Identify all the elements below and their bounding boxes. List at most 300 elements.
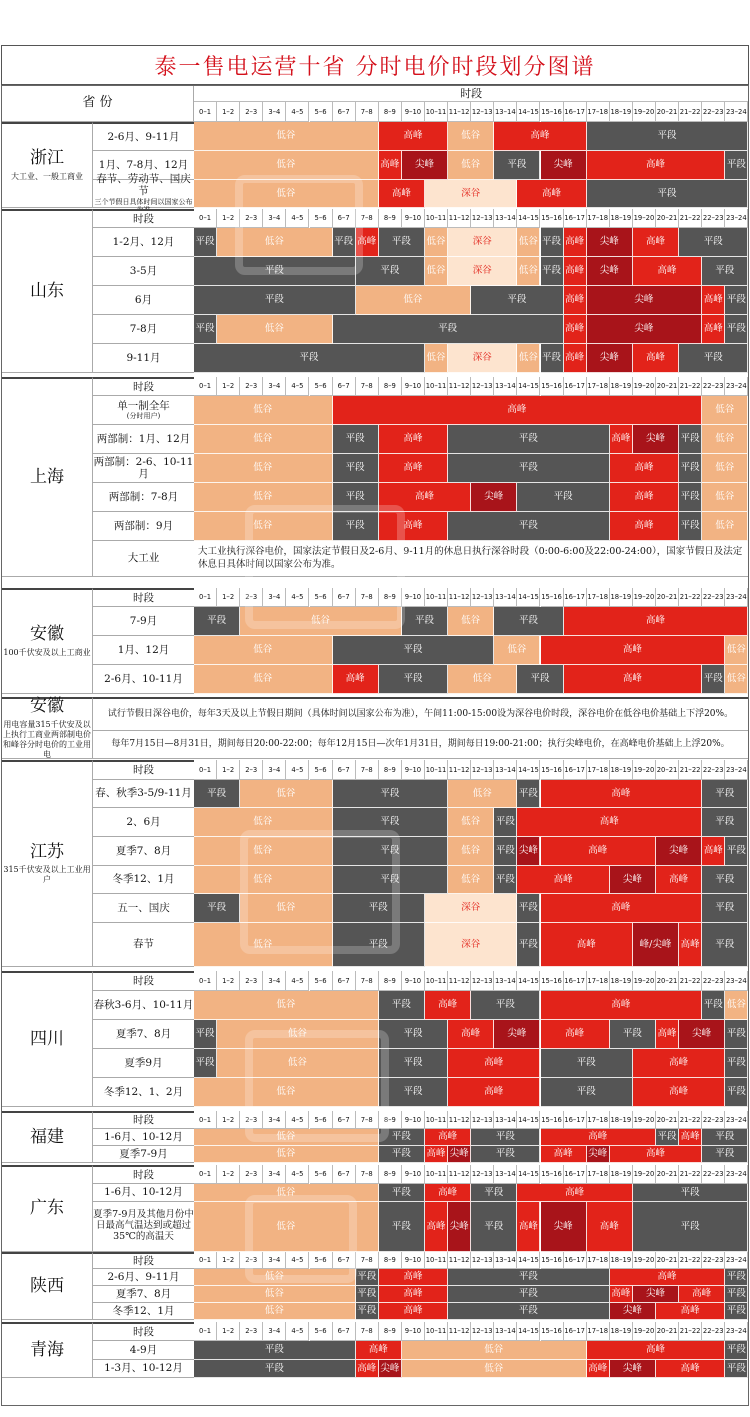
p1-hour-15: 15–16 (541, 209, 564, 228)
p10-hour-2: 2–3 (240, 1322, 263, 1341)
p3-hour-13: 13–14 (494, 588, 517, 607)
segment-平段: 平段 (679, 228, 748, 257)
segment-高峰: 高峰 (541, 1146, 587, 1163)
row-label (93, 396, 195, 425)
province-8 (1, 1165, 93, 1252)
segment-平段: 平段 (194, 1020, 217, 1049)
p5-hour-10: 10–11 (425, 760, 448, 780)
segment-平段: 平段 (725, 1341, 748, 1360)
segment-尖峰: 尖峰 (633, 1286, 679, 1303)
segment-低谷: 低谷 (448, 780, 517, 808)
p2-hour-11: 11–12 (448, 377, 471, 396)
row-label (93, 1184, 195, 1202)
p3-hour-2: 2–3 (240, 588, 263, 607)
segment-平段: 平段 (725, 1049, 748, 1078)
segment-高峰: 高峰 (564, 257, 587, 286)
p5-hour-17: 17–18 (587, 760, 610, 780)
p9-hour-0: 0–1 (194, 1252, 217, 1269)
p8-hour-14: 14–15 (517, 1165, 540, 1184)
p3-hour-10: 10–11 (425, 588, 448, 607)
segment-深谷: 深谷 (425, 180, 517, 208)
p1-hour-19: 19–20 (633, 209, 656, 228)
segment-低谷: 低谷 (194, 1269, 356, 1286)
p1-hour-17: 17–18 (587, 209, 610, 228)
p8-hour-8: 8–9 (379, 1165, 402, 1184)
top-hour-4: 4–5 (286, 102, 309, 122)
p3-hour-7: 7–8 (356, 588, 379, 607)
segment-平段: 平段 (333, 837, 449, 866)
segment-高峰: 高峰 (425, 1184, 471, 1202)
row-label-text: 2-6月、9-11月 (107, 130, 180, 143)
segment-平段: 平段 (194, 1341, 356, 1360)
segment-低谷: 低谷 (194, 636, 333, 665)
segment-平段: 平段 (725, 1020, 748, 1049)
segment-平段: 平段 (541, 344, 564, 373)
p2-hour-2: 2–3 (240, 377, 263, 396)
province-name: 上海 (30, 466, 64, 487)
province-name: 江苏 (30, 841, 64, 862)
segment-低谷: 低谷 (194, 1129, 379, 1146)
segment-平段: 平段 (725, 286, 748, 315)
segment-低谷: 低谷 (240, 894, 332, 923)
p7-hour-17: 17–18 (587, 1111, 610, 1129)
top-hour-11: 11–12 (448, 102, 471, 122)
top-hour-16: 16–17 (564, 102, 587, 122)
p6-hour-5: 5–6 (310, 971, 333, 991)
p9-hour-2: 2–3 (240, 1252, 263, 1269)
province-name: 山东 (30, 280, 64, 301)
p10-hour-18: 18–19 (610, 1322, 633, 1341)
province-3 (1, 588, 93, 694)
p6-hour-7: 7–8 (356, 971, 379, 991)
row-label (93, 1078, 195, 1107)
p5-hour-18: 18–19 (610, 760, 633, 780)
top-hour-9: 9–10 (402, 102, 425, 122)
segment-低谷: 低谷 (194, 991, 379, 1020)
p1-hour-3: 3–4 (263, 209, 286, 228)
segment-平段: 平段 (633, 1202, 749, 1252)
segment-平段: 平段 (333, 454, 379, 483)
segment-平段: 平段 (356, 257, 425, 286)
segment-尖峰: 尖峰 (541, 151, 587, 180)
row-label (93, 1303, 195, 1320)
segment-低谷: 低谷 (217, 1020, 379, 1049)
segment-高峰: 高峰 (379, 1303, 448, 1320)
p10-hour-7: 7–8 (356, 1322, 379, 1341)
segment-平段: 平段 (471, 1129, 540, 1146)
p2-hour-8: 8–9 (379, 377, 402, 396)
segment-尖峰: 尖峰 (610, 1303, 656, 1320)
segment-低谷: 低谷 (494, 636, 540, 665)
province-0 (1, 122, 93, 208)
p10-hour-1: 1–2 (217, 1322, 240, 1341)
segment-高峰: 高峰 (702, 837, 725, 866)
p6-hour-20: 20–21 (656, 971, 679, 991)
segment-平段: 平段 (379, 665, 448, 694)
segment-低谷: 低谷 (517, 344, 540, 373)
p9-hour-1: 1–2 (217, 1252, 240, 1269)
segment-高峰: 高峰 (541, 923, 633, 967)
segment-高峰: 高峰 (541, 636, 726, 665)
province-name: 广东 (30, 1198, 64, 1219)
row-label-text: 夏季7-9月 (119, 1147, 168, 1160)
p9-hour-21: 21–22 (679, 1252, 702, 1269)
segment-平段: 平段 (379, 1049, 448, 1078)
segment-平段: 平段 (587, 180, 749, 208)
p1-hour-21: 21–22 (679, 209, 702, 228)
segment-平段: 平段 (494, 866, 517, 894)
row-label (93, 425, 195, 454)
segment-低谷: 低谷 (402, 1360, 587, 1378)
p9-hour-7: 7–8 (356, 1252, 379, 1269)
p10-hour-19: 19–20 (633, 1322, 656, 1341)
p2-hour-23: 23–24 (725, 377, 748, 396)
segment-高峰: 高峰 (564, 315, 587, 344)
row-label (93, 122, 195, 151)
segment-低谷: 低谷 (194, 1286, 356, 1303)
p3-hour-23: 23–24 (725, 588, 748, 607)
p3-hour-16: 16–17 (564, 588, 587, 607)
p7-hour-9: 9–10 (402, 1111, 425, 1129)
segment-平段: 平段 (379, 1129, 425, 1146)
segment-高峰: 高峰 (656, 1360, 725, 1378)
segment-平段: 平段 (194, 780, 240, 808)
province-4 (1, 697, 93, 759)
p10-hour-8: 8–9 (379, 1322, 402, 1341)
p1-hour-7: 7–8 (356, 209, 379, 228)
p2-hour-14: 14–15 (517, 377, 540, 396)
p2-hour-20: 20–21 (656, 377, 679, 396)
p7-hour-11: 11–12 (448, 1111, 471, 1129)
segment-平段: 平段 (725, 1360, 748, 1378)
top-hour-0: 0–1 (194, 102, 217, 122)
segment-低谷: 低谷 (194, 1202, 379, 1252)
top-hour-1: 1–2 (217, 102, 240, 122)
top-hour-14: 14–15 (517, 102, 540, 122)
segment-平段: 平段 (702, 991, 725, 1020)
segment-低谷: 低谷 (194, 512, 333, 541)
segment-高峰: 高峰 (679, 1286, 725, 1303)
segment-尖峰: 尖峰 (448, 1202, 471, 1252)
p7-hour-13: 13–14 (494, 1111, 517, 1129)
row-label-text: 1月、7-8月、12月 (98, 158, 189, 171)
segment-平段: 平段 (333, 866, 449, 894)
segment-低谷: 低谷 (194, 808, 333, 837)
row-label (93, 1129, 195, 1146)
p10-hour-15: 15–16 (541, 1322, 564, 1341)
row-label (93, 228, 195, 257)
p5-hour-12: 12–13 (471, 760, 494, 780)
p5-hour-8: 8–9 (379, 760, 402, 780)
p1-hour-5: 5–6 (310, 209, 333, 228)
p10-hour-22: 22–23 (702, 1322, 725, 1341)
p10-hour-0: 0–1 (194, 1322, 217, 1341)
p6-hour-10: 10–11 (425, 971, 448, 991)
segment-高峰: 高峰 (587, 1360, 610, 1378)
segment-平段: 平段 (725, 151, 748, 180)
row-label-text: 1月、12月 (117, 643, 170, 656)
p3-hour-21: 21–22 (679, 588, 702, 607)
province-name: 四川 (30, 1028, 64, 1049)
segment-平段: 平段 (633, 1184, 749, 1202)
province-name: 福建 (30, 1126, 64, 1147)
p5-hour-13: 13–14 (494, 760, 517, 780)
p1-hour-13: 13–14 (494, 209, 517, 228)
segment-尖峰: 尖峰 (679, 1020, 725, 1049)
p8-hour-0: 0–1 (194, 1165, 217, 1184)
segment-低谷: 低谷 (194, 1303, 356, 1320)
row-label-text: 春节 (133, 938, 154, 951)
segment-高峰: 高峰 (679, 923, 702, 967)
segment-高峰: 高峰 (541, 1129, 657, 1146)
p8-hour-21: 21–22 (679, 1165, 702, 1184)
segment-低谷: 低谷 (194, 837, 333, 866)
segment-平段: 平段 (333, 483, 379, 512)
segment-峰/尖峰: 峰/尖峰 (633, 923, 679, 967)
row-label-text: 7-9月 (129, 614, 158, 627)
p1-hour-10: 10–11 (425, 209, 448, 228)
row-label (93, 1020, 195, 1049)
segment-高峰: 高峰 (333, 665, 379, 694)
segment-高峰: 高峰 (656, 1303, 725, 1320)
p2-hour-13: 13–14 (494, 377, 517, 396)
p5-hour-6: 6–7 (333, 760, 356, 780)
segment-高峰: 高峰 (356, 1341, 402, 1360)
p10-hour-10: 10–11 (425, 1322, 448, 1341)
p7-hour-2: 2–3 (240, 1111, 263, 1129)
p2-hour-21: 21–22 (679, 377, 702, 396)
segment-高峰: 高峰 (356, 228, 379, 257)
segment-平段: 平段 (194, 228, 217, 257)
province-9 (1, 1252, 93, 1320)
p9-hour-16: 16–17 (564, 1252, 587, 1269)
p6-hour-23: 23–24 (725, 971, 748, 991)
segment-尖峰: 尖峰 (656, 837, 702, 866)
segment-高峰: 高峰 (633, 344, 679, 373)
segment-平段: 平段 (448, 512, 610, 541)
row-label-text: 2、6月 (126, 815, 161, 828)
p7-hour-19: 19–20 (633, 1111, 656, 1129)
segment-尖峰: 尖峰 (471, 483, 517, 512)
p2-hour-19: 19–20 (633, 377, 656, 396)
segment-低谷: 低谷 (702, 512, 748, 541)
p6-hour-21: 21–22 (679, 971, 702, 991)
segment-平段: 平段 (194, 257, 356, 286)
p7-hour-23: 23–24 (725, 1111, 748, 1129)
segment-高峰: 高峰 (564, 607, 749, 636)
segment-高峰: 高峰 (610, 425, 633, 454)
row-label (93, 1360, 195, 1378)
segment-低谷: 低谷 (194, 665, 333, 694)
segment-高峰: 高峰 (541, 991, 703, 1020)
row-label (93, 344, 195, 373)
segment-平段: 平段 (379, 228, 425, 257)
p1-hour-20: 20–21 (656, 209, 679, 228)
p9-hour-17: 17–18 (587, 1252, 610, 1269)
p2-hour-3: 3–4 (263, 377, 286, 396)
row-label-text: 大工业 (127, 552, 160, 565)
p8-hour-17: 17–18 (587, 1165, 610, 1184)
segment-平段: 平段 (333, 228, 356, 257)
p3-hour-12: 12–13 (471, 588, 494, 607)
p2-hour-17: 17–18 (587, 377, 610, 396)
p6-hour-17: 17–18 (587, 971, 610, 991)
segment-平段: 平段 (448, 1286, 610, 1303)
p6-hour-13: 13–14 (494, 971, 517, 991)
segment-低谷: 低谷 (448, 607, 494, 636)
p6-hour-15: 15–16 (541, 971, 564, 991)
p3-hour-11: 11–12 (448, 588, 471, 607)
p6-hour-4: 4–5 (286, 971, 309, 991)
segment-高峰: 高峰 (610, 1269, 726, 1286)
p3-hour-6: 6–7 (333, 588, 356, 607)
row-label (93, 512, 195, 541)
top-hour-10: 10–11 (425, 102, 448, 122)
segment-高峰: 高峰 (379, 454, 448, 483)
segment-低谷: 低谷 (517, 228, 540, 257)
row-label-text: 冬季12、1月 (112, 1304, 175, 1317)
segment-高峰: 高峰 (541, 780, 703, 808)
segment-平段: 平段 (702, 665, 725, 694)
note-text: 每年7月15日—8月31日，期间每日20:00-22:00；每年12月15日—次年1月31日，期间每日19:00-21:00；执行尖峰电价，在高峰电价基础上上浮20%。 (93, 731, 748, 759)
p6-hour-1: 1–2 (217, 971, 240, 991)
segment-平段: 平段 (679, 454, 702, 483)
segment-高峰: 高峰 (379, 180, 425, 208)
p3-hour-19: 19–20 (633, 588, 656, 607)
segment-平段: 平段 (679, 425, 702, 454)
p1-hour-12: 12–13 (471, 209, 494, 228)
segment-平段: 平段 (702, 923, 748, 967)
segment-平段: 平段 (448, 454, 610, 483)
row-period-label: 时段 (93, 1165, 195, 1184)
p3-hour-14: 14–15 (517, 588, 540, 607)
segment-平段: 平段 (194, 315, 217, 344)
row-label (93, 991, 195, 1020)
p2-hour-18: 18–19 (610, 377, 633, 396)
row-label (93, 1146, 195, 1163)
row-label-text: 1-6月、10-12月 (104, 1186, 183, 1199)
row-label-text: 春、秋季3-5/9-11月 (95, 787, 192, 800)
p6-hour-3: 3–4 (263, 971, 286, 991)
p5-hour-20: 20–21 (656, 760, 679, 780)
p8-hour-19: 19–20 (633, 1165, 656, 1184)
p9-hour-23: 23–24 (725, 1252, 748, 1269)
segment-高峰: 高峰 (587, 1341, 726, 1360)
row-period-label: 时段 (93, 760, 195, 780)
segment-高峰: 高峰 (610, 454, 679, 483)
top-hour-3: 3–4 (263, 102, 286, 122)
row-period-label: 时段 (93, 377, 195, 396)
p5-hour-4: 4–5 (286, 760, 309, 780)
p6-hour-2: 2–3 (240, 971, 263, 991)
p9-hour-6: 6–7 (333, 1252, 356, 1269)
p2-hour-1: 1–2 (217, 377, 240, 396)
p1-hour-22: 22–23 (702, 209, 725, 228)
segment-平段: 平段 (194, 286, 356, 315)
segment-平段: 平段 (702, 894, 748, 923)
segment-高峰: 高峰 (448, 1020, 494, 1049)
p7-hour-20: 20–21 (656, 1111, 679, 1129)
segment-平段: 平段 (517, 483, 609, 512)
segment-高峰: 高峰 (448, 1049, 540, 1078)
p2-hour-6: 6–7 (333, 377, 356, 396)
segment-高峰: 高峰 (379, 122, 448, 151)
segment-高峰: 高峰 (379, 151, 402, 180)
p8-hour-18: 18–19 (610, 1165, 633, 1184)
p1-hour-18: 18–19 (610, 209, 633, 228)
segment-尖峰: 尖峰 (633, 425, 679, 454)
province-note: 用电容量315千伏安及以上执行工商业两部制电价和峰谷分时电价的工业用电 (3, 719, 91, 759)
row-label (93, 286, 195, 315)
segment-高峰: 高峰 (564, 286, 587, 315)
p7-hour-8: 8–9 (379, 1111, 402, 1129)
p1-hour-14: 14–15 (517, 209, 540, 228)
province-7 (1, 1111, 93, 1163)
segment-平段: 平段 (725, 1078, 748, 1107)
p8-hour-4: 4–5 (286, 1165, 309, 1184)
p7-hour-7: 7–8 (356, 1111, 379, 1129)
segment-高峰: 高峰 (425, 1129, 471, 1146)
p9-hour-4: 4–5 (286, 1252, 309, 1269)
segment-高峰: 高峰 (564, 228, 587, 257)
row-label (93, 483, 195, 512)
p5-hour-14: 14–15 (517, 760, 540, 780)
p1-hour-23: 23–24 (725, 209, 748, 228)
row-label-text: 两部制：1月、12月 (96, 432, 191, 445)
segment-低谷: 低谷 (217, 228, 333, 257)
p6-hour-12: 12–13 (471, 971, 494, 991)
segment-平段: 平段 (702, 866, 748, 894)
segment-尖峰: 尖峰 (587, 257, 633, 286)
p5-hour-5: 5–6 (310, 760, 333, 780)
segment-平段: 平段 (517, 780, 540, 808)
p6-hour-6: 6–7 (333, 971, 356, 991)
p3-hour-15: 15–16 (541, 588, 564, 607)
row-label (93, 1286, 195, 1303)
segment-高峰: 高峰 (379, 1286, 448, 1303)
p10-hour-12: 12–13 (471, 1322, 494, 1341)
p1-hour-0: 0–1 (194, 209, 217, 228)
segment-高峰: 高峰 (356, 1360, 379, 1378)
p7-hour-15: 15–16 (541, 1111, 564, 1129)
top-hour-17: 17–18 (587, 102, 610, 122)
segment-高峰: 高峰 (610, 512, 679, 541)
segment-高峰: 高峰 (679, 1129, 702, 1146)
segment-平段: 平段 (194, 1360, 356, 1378)
segment-平段: 平段 (494, 808, 517, 837)
row-label (93, 866, 195, 894)
segment-平段: 平段 (379, 991, 425, 1020)
segment-高峰: 高峰 (587, 1202, 633, 1252)
row-label (93, 173, 195, 208)
province-note: 100千伏安及以上工商业 (3, 647, 91, 657)
p9-hour-5: 5–6 (310, 1252, 333, 1269)
province-5 (1, 760, 93, 967)
segment-低谷: 低谷 (425, 344, 448, 373)
p7-hour-0: 0–1 (194, 1111, 217, 1129)
segment-平段: 平段 (471, 1146, 540, 1163)
segment-平段: 平段 (471, 991, 540, 1020)
segment-低谷: 低谷 (194, 1184, 379, 1202)
segment-低谷: 低谷 (702, 483, 748, 512)
segment-低谷: 低谷 (194, 1146, 379, 1163)
row-label (93, 636, 195, 665)
p6-hour-14: 14–15 (517, 971, 540, 991)
segment-高峰: 高峰 (425, 1146, 448, 1163)
row-label (93, 607, 195, 636)
segment-高峰: 高峰 (633, 1078, 725, 1107)
province-name: 陕西 (30, 1275, 64, 1296)
